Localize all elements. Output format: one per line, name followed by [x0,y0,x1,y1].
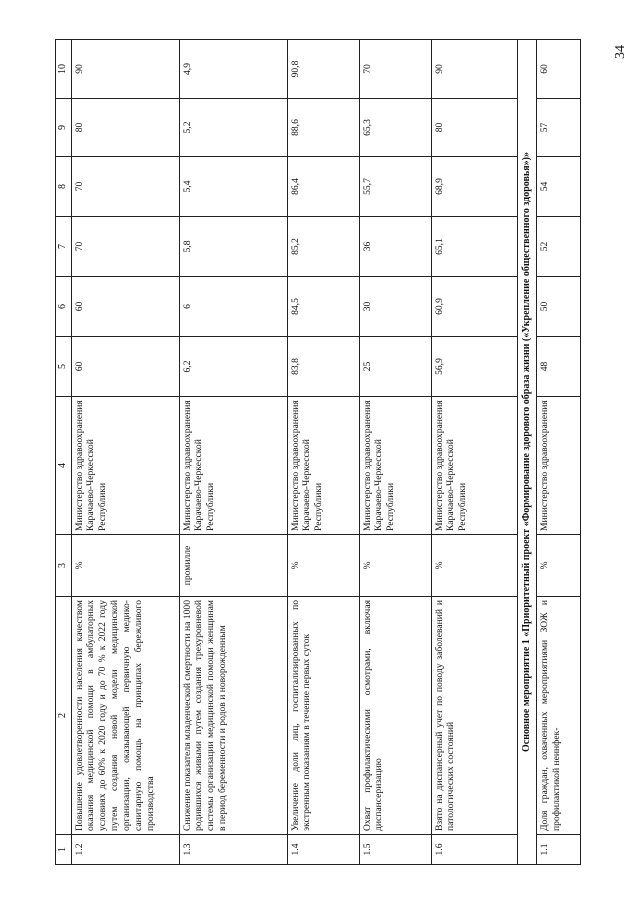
row-id: 1.1 [537,835,581,865]
section-title: Основное мероприятие 1 «Приоритетный проект «Формирование здорового образа жизни («Укрепление общественного здоровья»)» [517,40,537,865]
row-value: 52 [537,217,581,277]
row-value: 70 [71,157,179,217]
row-value: 83,8 [287,337,359,397]
row-value: 80 [431,99,517,157]
row-value: 60 [71,277,179,337]
row-value: 60,9 [431,277,517,337]
row-value: 65,3 [359,99,431,157]
row-name: Повышение удовлетворенности населения качеством оказания медицинской помощи в амбулаторных условиях до 60% к 2020 году и до 70 % к 2022 году путем создания новой модели медицинской организации, оказывающей первичную медико-санитарную помощь на принципах бережливого производства [71,597,179,835]
table-row [179,40,287,865]
row-name: Снижение показателя младенческой смертности на 1000 родившихся живыми путем создания трехуровневой системы организации медицинской помощи женщинам в период беременности и родов и новорожденным [179,597,287,835]
row-id: 1.6 [431,835,517,865]
table-row [431,40,517,865]
column-header: 5 [56,337,72,397]
row-value: 36 [359,217,431,277]
column-header: 9 [56,99,72,157]
row-value: 4,9 [179,40,287,99]
row-unit: промилле [179,535,287,597]
row-org: Министерство здравоохранения Карачаево-Черкесской Республики [71,397,179,535]
indicators-table [55,39,581,865]
row-value: 90 [431,40,517,99]
column-header: 7 [56,217,72,277]
row-org: Министерство здравоохранения Карачаево-Черкесской Республики [359,397,431,535]
row-value: 30 [359,277,431,337]
row-value: 48 [537,337,581,397]
column-header: 4 [56,397,72,535]
row-unit: % [71,535,179,597]
row-value: 65,1 [431,217,517,277]
row-value: 5,4 [179,157,287,217]
row-value: 88,6 [287,99,359,157]
row-value: 6 [179,277,287,337]
row-value: 54 [537,157,581,217]
column-header: 2 [56,597,72,835]
column-header: 10 [56,40,72,99]
table-row [71,40,179,865]
row-value: 57 [537,99,581,157]
row-value: 50 [537,277,581,337]
row-value: 68,9 [431,157,517,217]
table-row [287,40,359,865]
row-value: 90,8 [287,40,359,99]
row-unit: % [287,535,359,597]
column-header: 3 [56,535,72,597]
row-org: Министерство здравоохранения Карачаево-Черкесской Республики [287,397,359,535]
row-name: Взято на диспансерный учет по поводу заболеваний и патологических состояний [431,597,517,835]
row-name: Охват профилактическими осмотрами, включая диспансеризацию [359,597,431,835]
row-org: Министерство здравоохранения Карачаево-Черкесской Республики [179,397,287,535]
section-row [517,40,537,865]
row-value: 56,9 [431,337,517,397]
row-name: Увеличение доли лиц, госпитализированных по экстренным показаниям в течение первых суток [287,597,359,835]
row-value: 90 [71,40,179,99]
row-unit: % [359,535,431,597]
page-number: 34 [613,45,628,59]
row-value: 55,7 [359,157,431,217]
row-value: 70 [71,217,179,277]
table-row [359,40,431,865]
row-value: 85,2 [287,217,359,277]
row-value: 6,2 [179,337,287,397]
row-name: Доля граждан, охваченных мероприятиями ЗОЖ и профилактикой неинфек- [537,597,581,835]
header-row [56,40,72,865]
column-header: 1 [56,835,72,865]
row-id: 1.4 [287,835,359,865]
row-id: 1.2 [71,835,179,865]
column-header: 8 [56,157,72,217]
row-unit: % [431,535,517,597]
row-org: Министерство здравоохранения Карачаево-Черкесской Республики [431,397,517,535]
row-id: 1.5 [359,835,431,865]
row-value: 5,2 [179,99,287,157]
row-value: 80 [71,99,179,157]
rotated-table-container [55,40,615,865]
row-org: Министерство здравоохранения [537,397,581,535]
row-value: 5,8 [179,217,287,277]
row-value: 60 [537,40,581,99]
table-row [537,40,581,865]
column-header: 6 [56,277,72,337]
row-id: 1.3 [179,835,287,865]
row-value: 70 [359,40,431,99]
row-value: 84,5 [287,277,359,337]
row-value: 60 [71,337,179,397]
row-value: 86,4 [287,157,359,217]
row-unit: % [537,535,581,597]
row-value: 25 [359,337,431,397]
